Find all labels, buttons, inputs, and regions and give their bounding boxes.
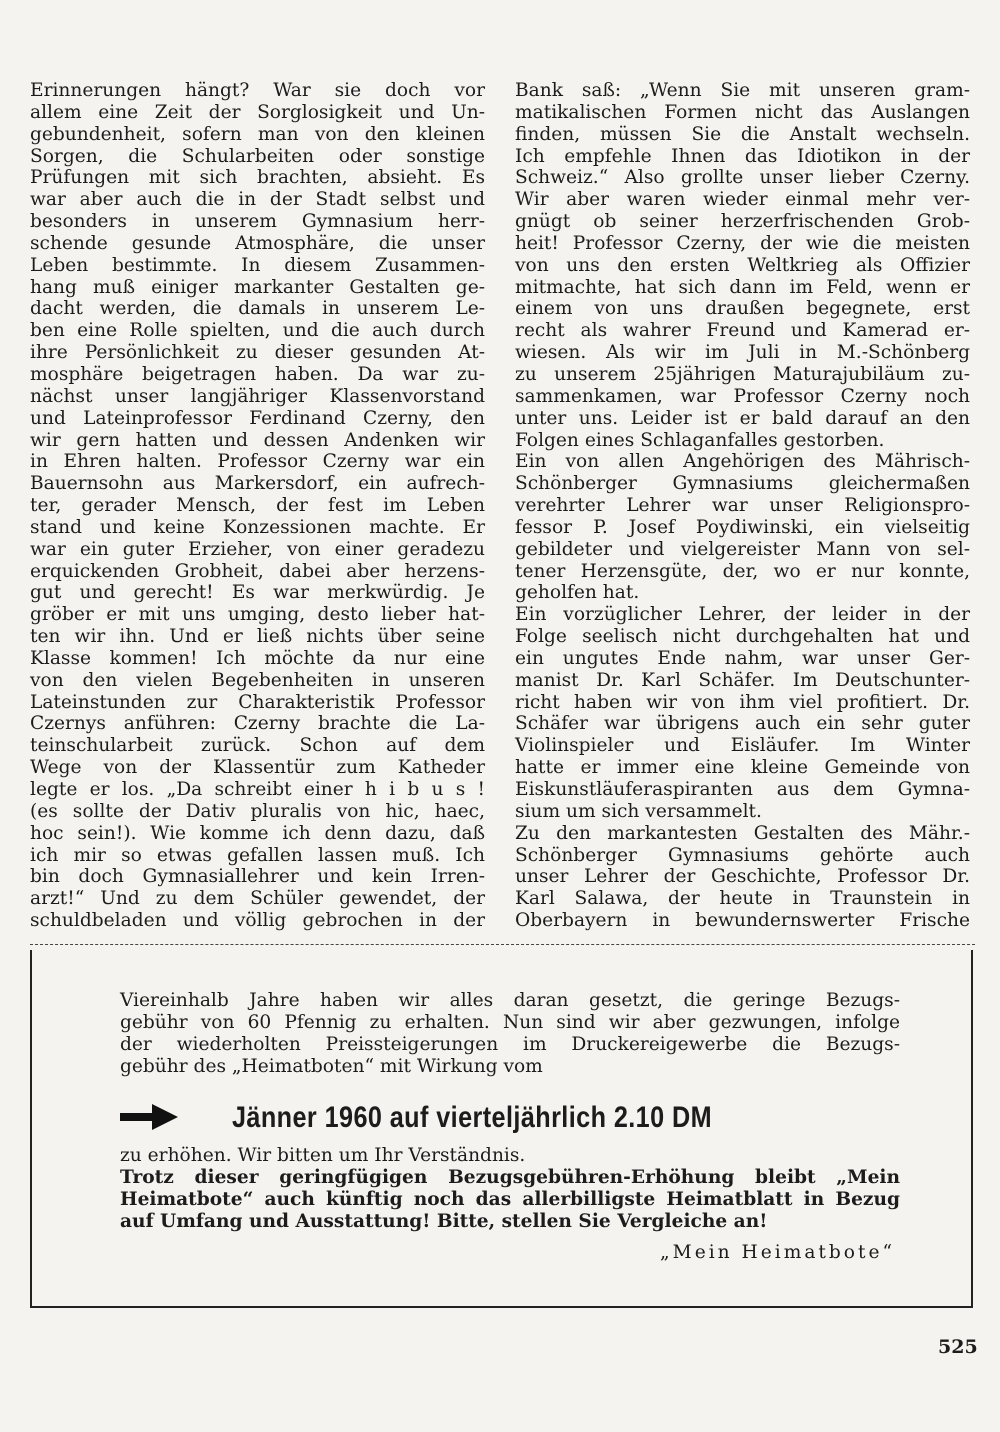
text-line: Sorgen, die Schularbeiten oder sonstige (30, 145, 485, 167)
text-line: und Lateinprofessor Ferdinand Czerny, den (30, 407, 485, 429)
text-line: schuldbeladen und völlig gebrochen in der (30, 910, 485, 932)
text-line: Heimatbote“ auch künftig noch das allerbilligste Heimatblatt in Bezug (120, 1189, 900, 1210)
text-line: richt haben wir von ihm viel profitiert. Dr. (515, 691, 970, 713)
text-line: besonders in unserem Gymnasium herr- (30, 211, 485, 233)
text-line: gröber er mit uns umging, desto lieber hat- (30, 604, 485, 626)
text-line: finden, müssen Sie die Anstalt wechseln. (515, 123, 970, 145)
text-line: ein ungutes Ende nahm, war unser Ger- (515, 647, 970, 669)
text-line: sium um sich versammelt. (515, 800, 762, 822)
text-line: gebildeter und vielgereister Mann von sel- (515, 538, 970, 560)
text-line: unser Lehrer der Geschichte, Professor Dr. (515, 866, 970, 888)
text-line: manist Dr. Karl Schäfer. Im Deutschunter- (515, 669, 970, 691)
text-line: der wiederholten Preissteigerungen im Druckereigewerbe die Bezugs- (120, 1034, 900, 1055)
notice-bold-paragraph (120, 1167, 900, 1233)
text-line: allem eine Zeit der Sorglosigkeit und Un- (30, 101, 485, 123)
text-line: ich mir so etwas gefallen lassen muß. Ich (30, 844, 485, 866)
text-line: wiesen. Als wir im Juli in M.-Schönberg (515, 342, 970, 364)
text-line: einem von uns draußen begegnete, erst (515, 298, 970, 320)
text-line: arzt!“ Und zu dem Schüler gewendet, der (30, 888, 485, 910)
text-line: matikalischen Formen nicht das Auslangen (515, 101, 970, 123)
text-line: zu unserem 25jährigen Maturajubiläum zu- (515, 363, 970, 385)
text-line: Schönberger Gymnasiums gleichermaßen (515, 473, 970, 495)
text-line: heit! Professor Czerny, der wie die meisten (515, 232, 970, 254)
text-line: auf Umfang und Ausstattung! Bitte, stellen Sie Vergleiche an! (120, 1211, 768, 1232)
text-line: Zu den markantesten Gestalten des Mähr.- (515, 822, 970, 844)
text-line: Ein von allen Angehörigen des Mährisch- (515, 451, 970, 473)
text-line: Violinspieler und Eisläufer. Im Winter (515, 735, 970, 757)
text-line: war aber auch die in der Stadt selbst und (30, 189, 485, 211)
text-line: geholfen hat. (515, 582, 640, 604)
text-line: Erinnerungen hängt? War sie doch vor (30, 80, 485, 101)
text-line: Folgen eines Schlaganfalles gestorben. (515, 429, 885, 451)
text-line: von den vielen Begebenheiten in unseren (30, 669, 485, 691)
text-line: hoc sein!). Wie komme ich denn dazu, daß (30, 822, 485, 844)
text-line: Wir aber waren wieder einmal mehr ver- (515, 189, 970, 211)
text-line: gut und gerecht! Es war merkwürdig. Je (30, 582, 485, 604)
notice-followup (120, 1145, 900, 1233)
text-line: erquickenden Grobheit, dabei aber herzens- (30, 560, 485, 582)
text-line: ben eine Rolle spielten, und die auch durch (30, 320, 485, 342)
text-line: Eiskunstläuferaspiranten aus dem Gymna- (515, 779, 970, 800)
text-line: Ich empfehle Ihnen das Idiotikon in der (515, 145, 970, 167)
text-line: tener Herzensgüte, der, wo er nur konnte, (515, 560, 970, 582)
text-line: sammenkamen, war Professor Czerny noch (515, 385, 970, 407)
notice-headline: Jänner 1960 auf vierteljährlich 2.10 DM (232, 1101, 713, 1134)
text-line: Schönberger Gymnasiums gehörte auch (515, 844, 970, 866)
text-line: gebühr von 60 Pfennig zu erhalten. Nun sind wir aber gezwungen, infolge (120, 1012, 900, 1033)
text-line: Viereinhalb Jahre haben wir alles daran gesetzt, die geringe Bezugs- (120, 990, 900, 1011)
text-line: unter uns. Leider ist er bald darauf an den (515, 407, 970, 429)
text-line: wir gern hatten und dessen Andenken wir (30, 429, 485, 451)
text-line: hang muß einiger markanter Gestalten ge- (30, 276, 485, 298)
text-line: Wege von der Klassentür zum Katheder (30, 757, 485, 779)
notice-intro (120, 990, 900, 1078)
notice-signature: „Mein Heimatbote“ (660, 1242, 895, 1263)
text-line: fessor P. Josef Poydiwinski, ein vielseitig (515, 516, 970, 538)
text-line: in Ehren halten. Professor Czerny war ein (30, 451, 485, 473)
text-line: Leben bestimmte. In diesem Zusammen- (30, 254, 485, 276)
notice-after-line: zu erhöhen. Wir bitten um Ihr Verständnis. (120, 1145, 526, 1166)
text-line: stand und keine Konzessionen machte. Er (30, 516, 485, 538)
text-line: Bank saß: „Wenn Sie mit unseren gram- (515, 80, 970, 101)
text-line: Klasse kommen! Ich möchte da nur eine (30, 647, 485, 669)
text-line: von uns den ersten Weltkrieg als Offizier (515, 254, 970, 276)
arrow-right-icon (120, 1102, 180, 1132)
text-line: gebühr des „Heimatboten“ mit Wirkung vom (120, 1056, 543, 1077)
text-line: mosphäre beigetragen haben. Da war zu- (30, 363, 485, 385)
text-line: ten wir ihn. Und er ließ nichts über seine (30, 626, 485, 648)
text-line: nächst unser langjähriger Klassenvorstand (30, 385, 485, 407)
text-line: Folge seelisch nicht durchgehalten hat und (515, 626, 970, 648)
text-line: bin doch Gymnasiallehrer und kein Irren- (30, 866, 485, 888)
text-line: recht als wahrer Freund und Kamerad er- (515, 320, 970, 342)
article-left-column (30, 80, 485, 932)
text-line: Schweiz.“ Also grollte unser lieber Czerny. (515, 167, 970, 189)
text-line: Prüfungen mit sich brachten, absieht. Es (30, 167, 485, 189)
text-line: mitmachte, hat sich dann im Feld, wenn er (515, 276, 970, 298)
text-line: war ein guter Erzieher, von einer geradezu (30, 538, 485, 560)
text-line: Bauernsohn aus Markersdorf, ein aufrech- (30, 473, 485, 495)
article-right-column (515, 80, 970, 932)
text-line: gebundenheit, sofern man von den kleinen (30, 123, 485, 145)
subscription-notice-box (30, 950, 973, 1308)
text-line: Lateinstunden zur Charakteristik Professor (30, 691, 485, 713)
text-line: verehrter Lehrer war unser Religionspro- (515, 495, 970, 517)
text-line: ter, gerader Mensch, der fest im Leben (30, 495, 485, 517)
text-line: Oberbayern in bewundernswerter Frische (515, 910, 970, 932)
text-line: Trotz dieser geringfügigen Bezugsgebühren-Erhöhung bleibt „Mein (120, 1167, 900, 1188)
text-line: Schäfer war übrigens auch ein sehr guter (515, 713, 970, 735)
text-line: (es sollte der Dativ pluralis von hic, haec, (30, 800, 485, 822)
notice-headline-row (120, 1098, 900, 1138)
text-line: schende gesunde Atmosphäre, die unser (30, 232, 485, 254)
text-line: hatte er immer eine kleine Gemeinde von (515, 757, 970, 779)
text-line: Ein vorzüglicher Lehrer, der leider in der (515, 604, 970, 626)
text-line: ihre Persönlichkeit zu dieser gesunden At- (30, 342, 485, 364)
text-line: legte er los. „Da schreibt einer h i b u s ! (30, 779, 485, 800)
section-divider (30, 944, 975, 945)
text-line: gnügt ob seiner herzerfrischenden Grob- (515, 211, 970, 233)
text-line: Karl Salawa, der heute in Traunstein in (515, 888, 970, 910)
page-number: 525 (938, 1336, 978, 1358)
text-line: Czernys anführen: Czerny brachte die La- (30, 713, 485, 735)
text-line: teinschularbeit zurück. Schon auf dem (30, 735, 485, 757)
text-line: dacht werden, die damals in unserem Le- (30, 298, 485, 320)
